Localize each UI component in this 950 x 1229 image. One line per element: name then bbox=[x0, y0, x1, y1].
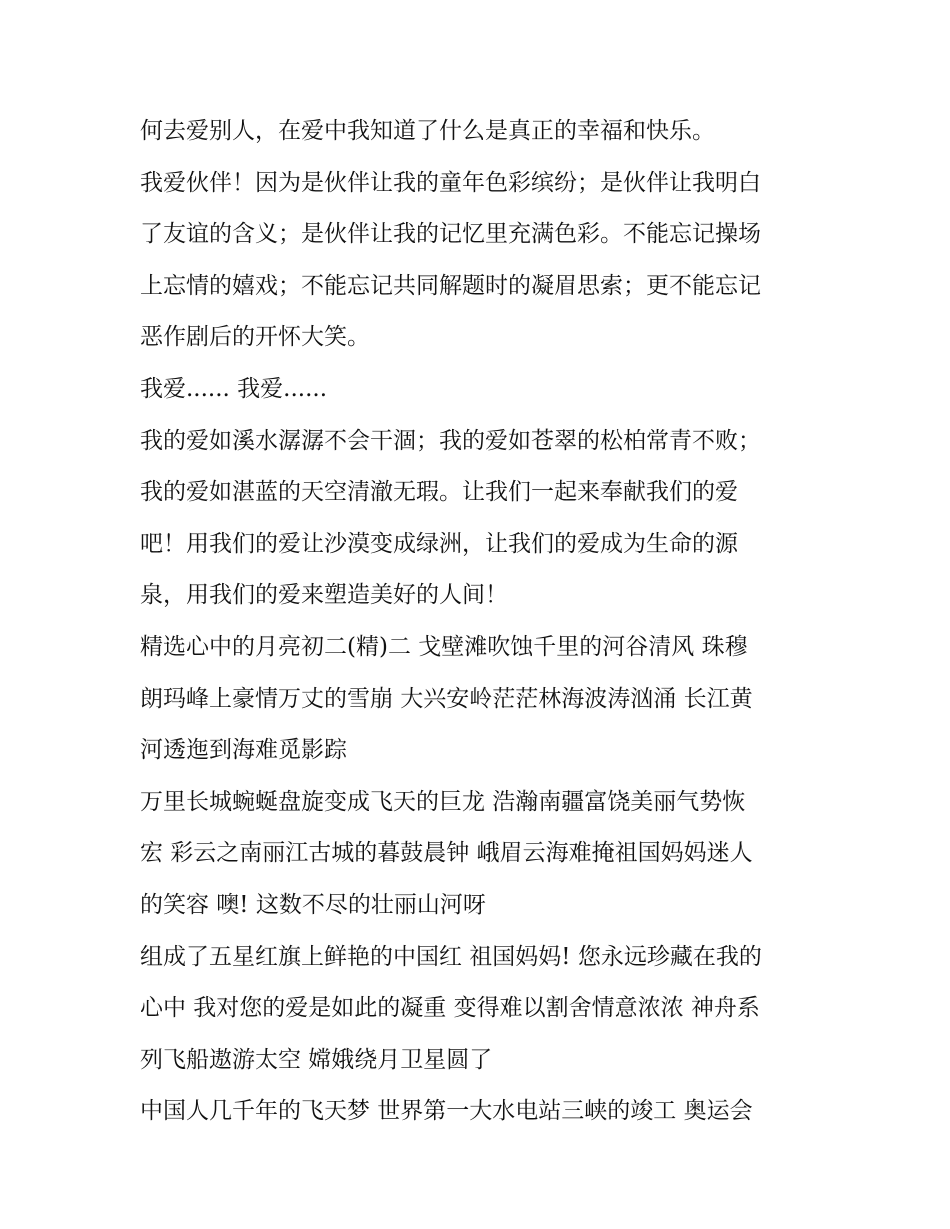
text-line: 何去爱别人，在爱中我知道了什么是真正的幸福和快乐。 bbox=[140, 118, 715, 144]
text-line: 的笑容 噢! 这数不尽的壮丽山河呀 bbox=[140, 891, 486, 918]
text-line: 朗玛峰上豪情万丈的雪崩 大兴安岭茫茫林海波涛汹涌 长江黄 bbox=[140, 685, 753, 712]
text-line: 宏 彩云之南丽江古城的暮鼓晨钟 峨眉云海难掩祖国妈妈迷人 bbox=[140, 840, 753, 867]
text-line: 我爱...... 我爱...... bbox=[140, 375, 328, 402]
text-line: 上忘情的嬉戏；不能忘记共同解题时的凝眉思索；更不能忘记 bbox=[140, 272, 761, 299]
text-line: 精选心中的月亮初二(精)二 戈壁滩吹蚀千里的河谷清风 珠穆 bbox=[140, 633, 748, 660]
text-line: 了友谊的含义；是伙伴让我的记忆里充满色彩。不能忘记操场 bbox=[140, 221, 761, 248]
text-line: 河透迤到海难觅影踪 bbox=[140, 737, 347, 764]
text-line: 泉，用我们的爱来塑造美好的人间！ bbox=[140, 582, 508, 609]
text-line: 列飞船遨游太空 嫦娥绕月卫星圆了 bbox=[140, 1046, 493, 1073]
text-line: 吧！用我们的爱让沙漠变成绿洲，让我们的爱成为生命的源 bbox=[140, 530, 738, 557]
text-line: 组成了五星红旗上鲜艳的中国红 祖国妈妈! 您永远珍藏在我的 bbox=[140, 943, 762, 970]
document-body bbox=[140, 106, 820, 1138]
text-line: 我爱伙伴！因为是伙伴让我的童年色彩缤纷；是伙伴让我明白 bbox=[140, 169, 761, 196]
text-line: 心中 我对您的爱是如此的凝重 变得难以割舍情意浓浓 神舟系 bbox=[140, 995, 760, 1022]
text-line: 中国人几千年的飞天梦 世界第一大水电站三峡的竣工 奥运会 bbox=[140, 1098, 753, 1125]
text-line: 万里长城蜿蜒盘旋变成飞天的巨龙 浩瀚南疆富饶美丽气势恢 bbox=[140, 788, 746, 815]
text-line: 恶作剧后的开怀大笑。 bbox=[140, 324, 370, 351]
text-line: 我的爱如湛蓝的天空清澈无瑕。让我们一起来奉献我们的爱 bbox=[140, 479, 738, 506]
text-line: 我的爱如溪水潺潺不会干涸；我的爱如苍翠的松柏常青不败； bbox=[140, 427, 761, 454]
